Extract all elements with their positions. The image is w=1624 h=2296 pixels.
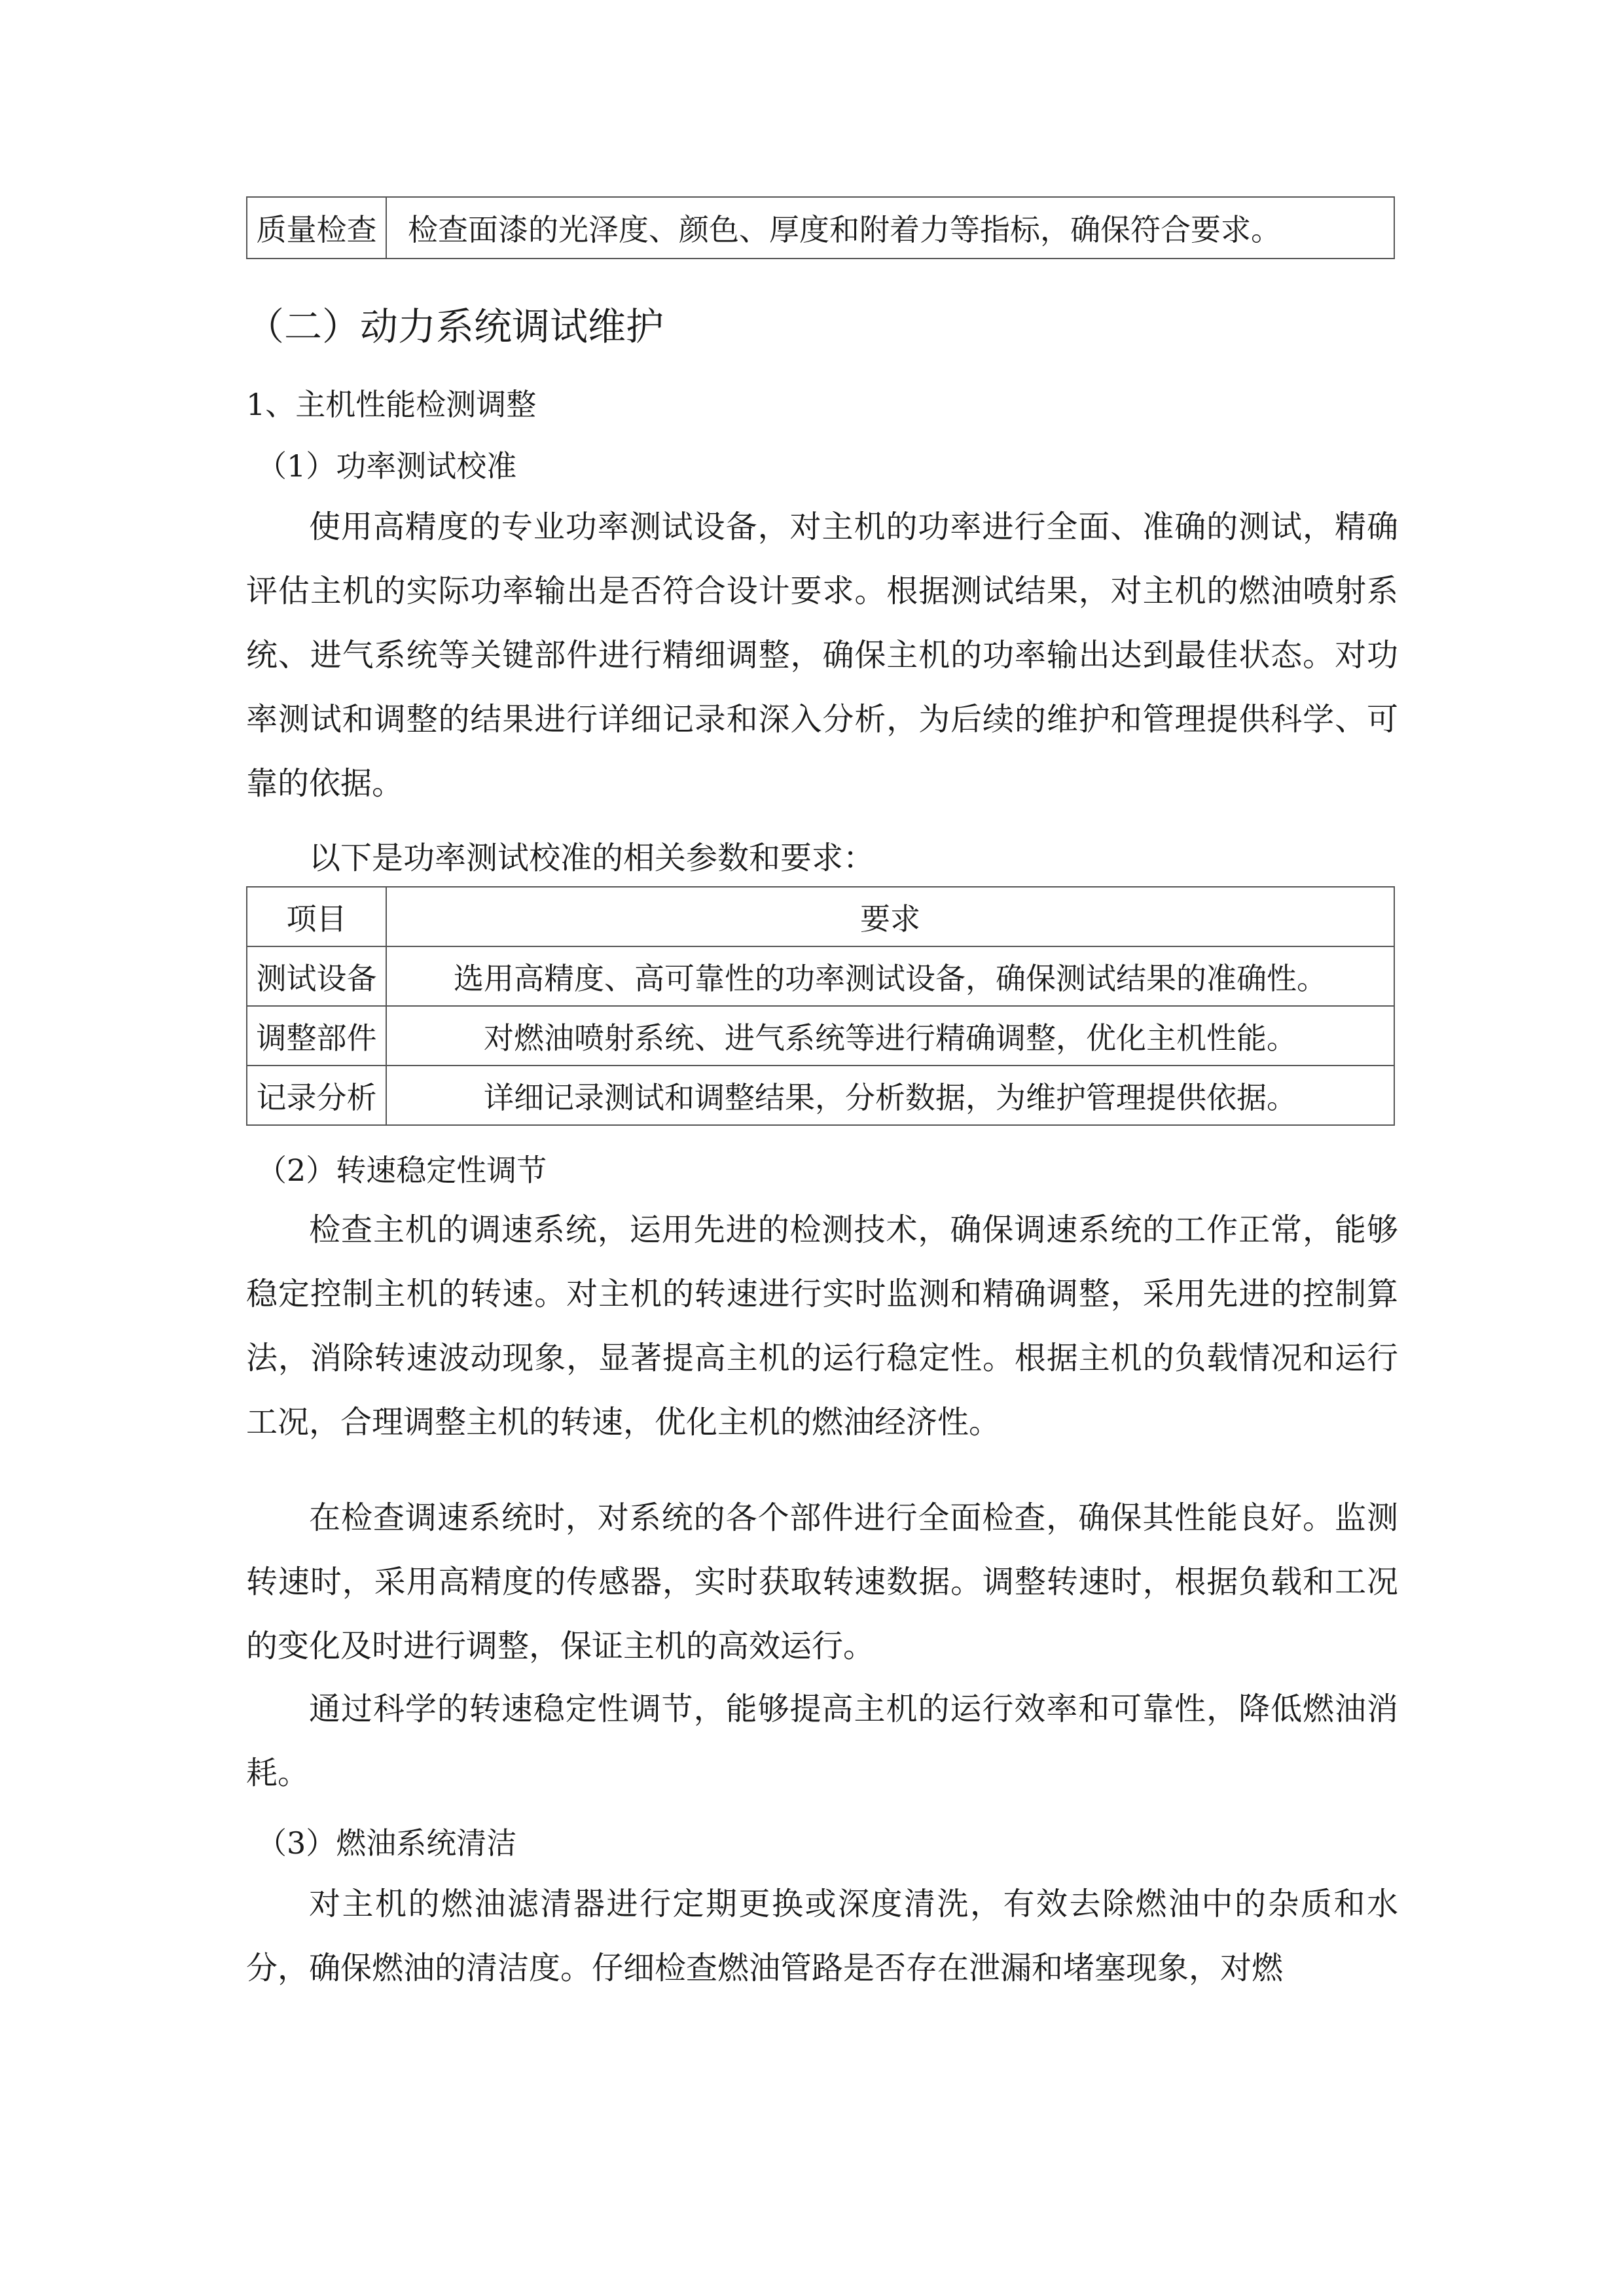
section-title: （二）动力系统调试维护 — [246, 304, 664, 349]
table-cell-req: 对燃油喷射系统、进气系统等进行精确调整，优化主机性能。 — [386, 1006, 1394, 1066]
part2-paragraph-2: 在检查调速系统时，对系统的各个部件进行全面检查，确保其性能良好。监测转速时，采用高精度的传感器，实时获取转速数据。调整转速时，根据负载和工况的变化及时进行调整，保证主机的高效运行。 — [246, 1499, 1398, 1664]
table-cell-req: 详细记录测试和调整结果，分析数据，为维护管理提供依据。 — [386, 1066, 1394, 1125]
table-row — [247, 197, 1394, 259]
table-row — [247, 1066, 1394, 1125]
table-cell-req: 选用高精度、高可靠性的功率测试设备，确保测试结果的准确性。 — [386, 946, 1394, 1006]
part2-paragraph-1: 检查主机的调速系统，运用先进的检测技术，确保调速系统的工作正常，能够稳定控制主机的转速。对主机的转速进行实时监测和精确调整，采用先进的控制算法，消除转速波动现象，显著提高主机的运行稳定性。根据主机的负载情况和运行工况，合理调整主机的转速，优化主机的燃油经济性。 — [246, 1211, 1398, 1441]
table-header-req: 要求 — [386, 887, 1394, 946]
table-row — [247, 1006, 1394, 1066]
table-header-row — [247, 887, 1394, 946]
table-cell-item: 测试设备 — [247, 946, 386, 1006]
table-row — [247, 946, 1394, 1006]
subsection-title: 1、主机性能检测调整 — [246, 387, 537, 422]
part2-title: （2）转速稳定性调节 — [257, 1153, 547, 1188]
part2-paragraph-3: 通过科学的转速稳定性调节，能够提高主机的运行效率和可靠性，降低燃油消耗。 — [246, 1691, 1398, 1791]
part1-paragraph: 使用高精度的专业功率测试设备，对主机的功率进行全面、准确的测试，精确评估主机的实际功率输出是否符合设计要求。根据测试结果，对主机的燃油喷射系统、进气系统等关键部件进行精细调整，确保主机的功率输出达到最佳状态。对功率测试和调整的结果进行详细记录和深入分析，为后续的维护和管理提供科学、可靠的依据。 — [246, 509, 1398, 802]
part3-title: （3）燃油系统清洁 — [257, 1825, 517, 1861]
table-cell-key: 质量检查 — [247, 197, 386, 259]
part1-title: （1）功率测试校准 — [257, 448, 517, 484]
table-cell-item: 调整部件 — [247, 1006, 386, 1066]
quality-check-table — [246, 196, 1395, 259]
table-cell-value: 检查面漆的光泽度、颜色、厚度和附着力等指标，确保符合要求。 — [386, 197, 1394, 259]
table-header-item: 项目 — [247, 887, 386, 946]
table-cell-item: 记录分析 — [247, 1066, 386, 1125]
power-test-table — [246, 886, 1395, 1126]
part3-paragraph: 对主机的燃油滤清器进行定期更换或深度清洗，有效去除燃油中的杂质和水分，确保燃油的清洁度。仔细检查燃油管路是否存在泄漏和堵塞现象，对燃 — [246, 1886, 1398, 1986]
table-intro: 以下是功率测试校准的相关参数和要求： — [309, 840, 875, 876]
